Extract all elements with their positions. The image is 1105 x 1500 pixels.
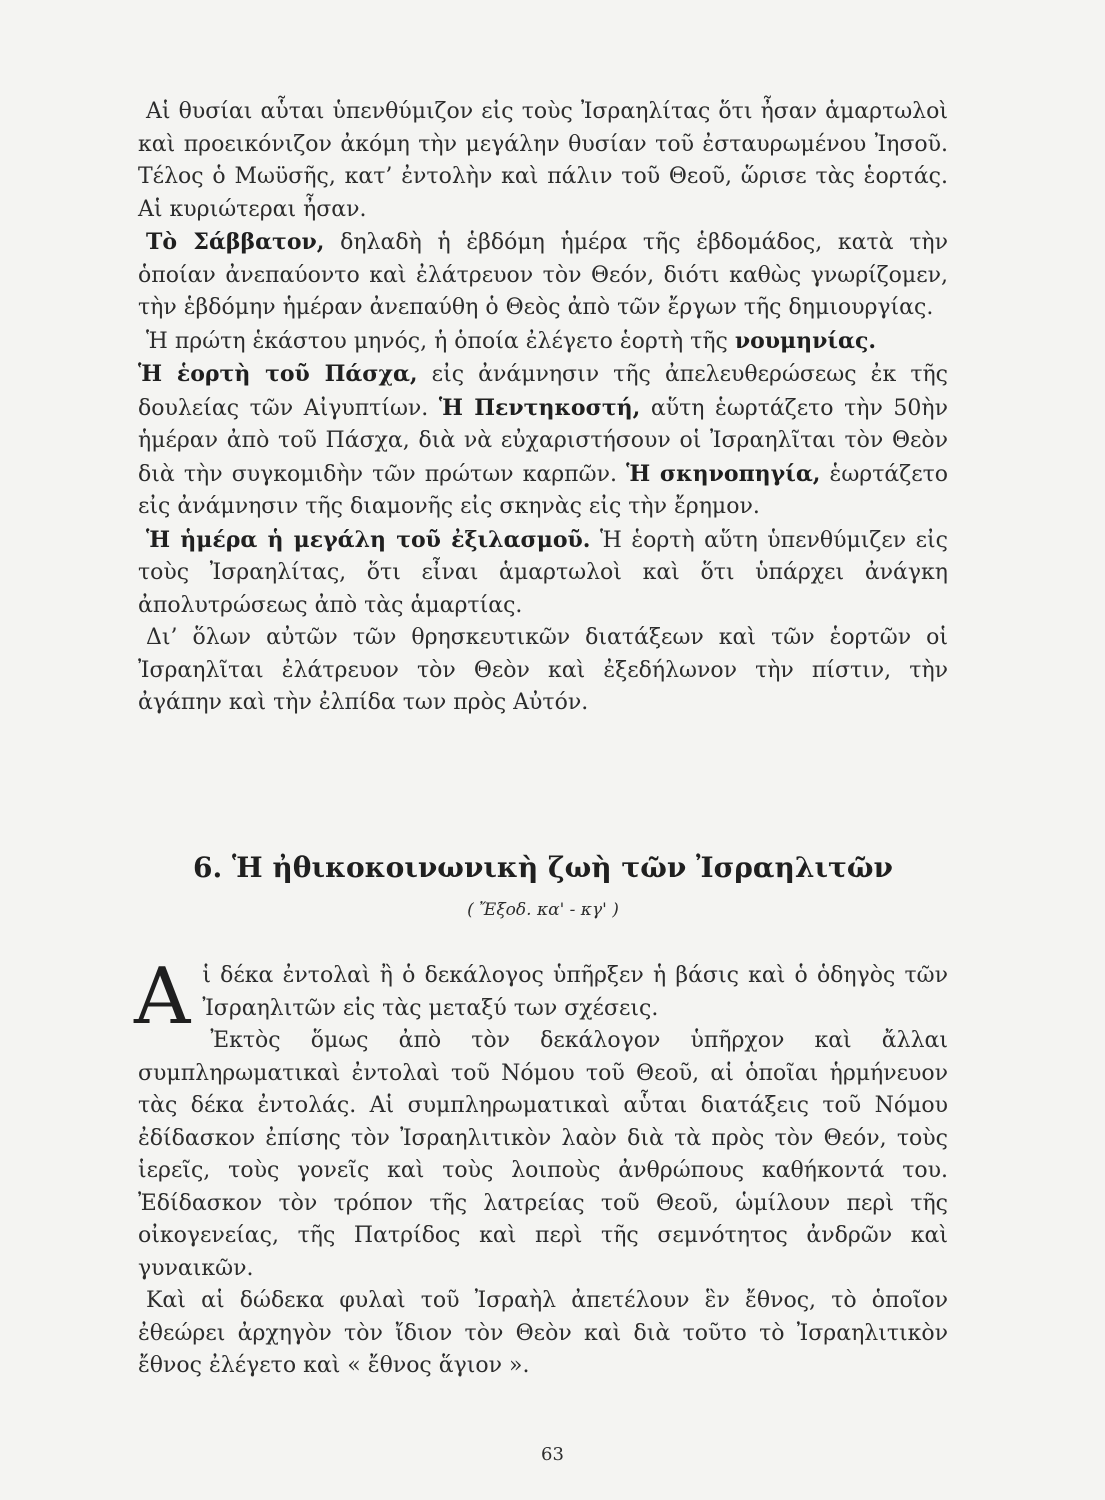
bold-term-pentecost: Ἡ Πεντηκοστή, xyxy=(438,394,641,421)
text-span: αὕτη ἑωρτάζετο τὴν 50ὴν ἡμέραν ἀπὸ τοῦ Πάσχα, διὰ νὰ εὐχαριστήσουν οἱ Ἰσραηλῖται τὸν Θεὸν διὰ τὴν συγκομιδὴν τῶν πρώτων καρπῶν. xyxy=(138,395,948,487)
text-span: Ἡ πρώτη ἑκάστου μηνός, ἡ ὁποία ἐλέγετο ἑορτὴ τῆς xyxy=(146,328,735,354)
text-span: Αἱ θυσίαι αὗται ὑπενθύμιζον εἰς τοὺς Ἰσραηλίτας ὅτι ἦσαν ἁμαρτωλοὶ καὶ προεικόνιζον ἀκόμη τὴν μεγάλην θυσίαν τοῦ ἐσταυρωμένου Ἰησοῦ. Τέλος ὁ Μωϋσῆς, κατ’ ἐντολὴν καὶ πάλιν τοῦ Θεοῦ, ὥρισε τὰς ἑορτάς. Αἱ κυριώτεραι ἦσαν. xyxy=(138,99,948,222)
section-reference: ( Ἔξοδ. κα' - κγ' ) xyxy=(467,900,619,920)
paragraph-twelve-tribes xyxy=(138,1285,948,1383)
text-span: Ἡ ἑορτὴ αὕτη ὑπενθύμιζεν εἰς τοὺς Ἰσραηλίτας, ὅτι εἶναι ἁμαρτωλοὶ καὶ ὅτι ὑπάρχει ἀνάγκη ἀπολυτρώσεως ἀπὸ τὰς ἁμαρτίας. xyxy=(138,527,948,618)
paragraph-atonement xyxy=(138,524,948,623)
bold-term-atonement: Ἡ ἡμέρα ἡ μεγάλη τοῦ ἐξιλασμοῦ. xyxy=(146,526,591,553)
text-block-festivals xyxy=(138,96,948,720)
bold-term-new-moon: νουμηνίας. xyxy=(734,327,877,354)
paragraph-passover-pentecost xyxy=(138,358,948,524)
text-span: δηλαδὴ ἡ ἑβδόμη ἡμέρα τῆς ἑβδομάδος, κατὰ τὴν ὁποίαν ἀνεπαύοντο καὶ ἐλάτρευον τὸν Θεόν, διότι καθὼς γνωρίζομεν, τὴν ἑβδόμην ἡμέραν ἀνεπαύθη ὁ Θεὸς ἀπὸ τῶν ἔργων τῆς δημιουργίας. xyxy=(138,230,948,320)
text-span: ἱ δέκα ἐντολαὶ ἢ ὁ δεκάλογος ὑπῆρξεν ἡ βάσις καὶ ὁ ὁδηγὸς τῶν Ἰσραηλιτῶν εἰς τὰς μεταξύ των σχέσεις. xyxy=(202,963,948,1021)
paragraph-worship xyxy=(138,622,948,720)
section-heading: 6. Ἡ ἠθικοκοινωνικὴ ζωὴ τῶν Ἰσραηλιτῶν xyxy=(193,851,893,884)
text-span: εἰς ἀνάμνησιν τῆς ἀπελευθερώσεως ἐκ τῆς δουλείας τῶν Αἰγυπτίων. xyxy=(138,362,948,421)
paragraph-new-moon xyxy=(138,325,948,359)
drop-cap: Α xyxy=(134,952,191,1042)
bold-term-tabernacles: Ἡ σκηνοπηγία, xyxy=(626,460,821,487)
text-span: ἑωρτάζετο εἰς ἀνάμνησιν τῆς διαμονῆς εἰς σκηνὰς εἰς τὴν ἔρημον. xyxy=(138,461,949,519)
paragraph-sacrifices xyxy=(138,96,948,226)
bold-term-passover: Ἡ ἑορτὴ τοῦ Πάσχα, xyxy=(138,361,418,387)
bold-term-sabbath: Τὸ Σάββατον, xyxy=(146,229,325,255)
text-span: Ἐκτὸς ὅμως ἀπὸ τὸν δεκάλογον ὑπῆρχον καὶ ἄλλαι συμπληρωματικαὶ ἐντολαὶ τοῦ Νόμου τοῦ Θεοῦ, αἱ ὁποῖαι ἡρμήνευον τὰς δέκα ἐντολάς. Αἱ συμπληρωματικαὶ αὗται διατάξεις τοῦ Νόμου ἐδίδασκον ἐπίσης τὸν Ἰσραηλιτικὸν λαὸν διὰ τὰ πρὸς τὸν Θεόν, τοὺς ἱερεῖς, τοὺς γονεῖς καὶ τοὺς λοιποὺς ἀνθρώπους καθήκοντά του. Ἐδίδασκον τὸν τρόπον τῆς λατρείας τοῦ Θεοῦ, ὡμίλουν περὶ τῆς οἰκογενείας, τῆς Πατρίδος καὶ περὶ τῆς σεμνότητος ἀνδρῶν καὶ γυναικῶν. xyxy=(138,1028,948,1281)
paragraph-sabbath xyxy=(138,226,948,325)
paragraph-supplementary-laws xyxy=(138,1025,948,1285)
paragraph-ten-commandments xyxy=(134,952,948,1042)
text-block-ethics xyxy=(134,952,948,1383)
text-span: Δι’ ὅλων αὐτῶν τῶν θρησκευτικῶν διατάξεων καὶ τῶν ἑορτῶν οἱ Ἰσραηλῖται ἐλάτρευον τὸν Θεὸν καὶ ἐξεδήλωνον τὴν πίστιν, τὴν ἀγάπην καὶ τὴν ἐλπίδα των πρὸς Αὐτόν. xyxy=(138,625,948,715)
text-span: Καὶ αἱ δώδεκα φυλαὶ τοῦ Ἰσραὴλ ἀπετέλουν ἓν ἔθνος, τὸ ὁποῖον ἐθεώρει ἀρχηγὸν τὸν ἴδιον τὸν Θεὸν καὶ διὰ τοῦτο τὸ Ἰσραηλιτικὸν ἔθνος ἐλέγετο καὶ « ἔθνος ἅγιον ». xyxy=(138,1288,948,1378)
page-number: 63 xyxy=(541,1444,564,1465)
